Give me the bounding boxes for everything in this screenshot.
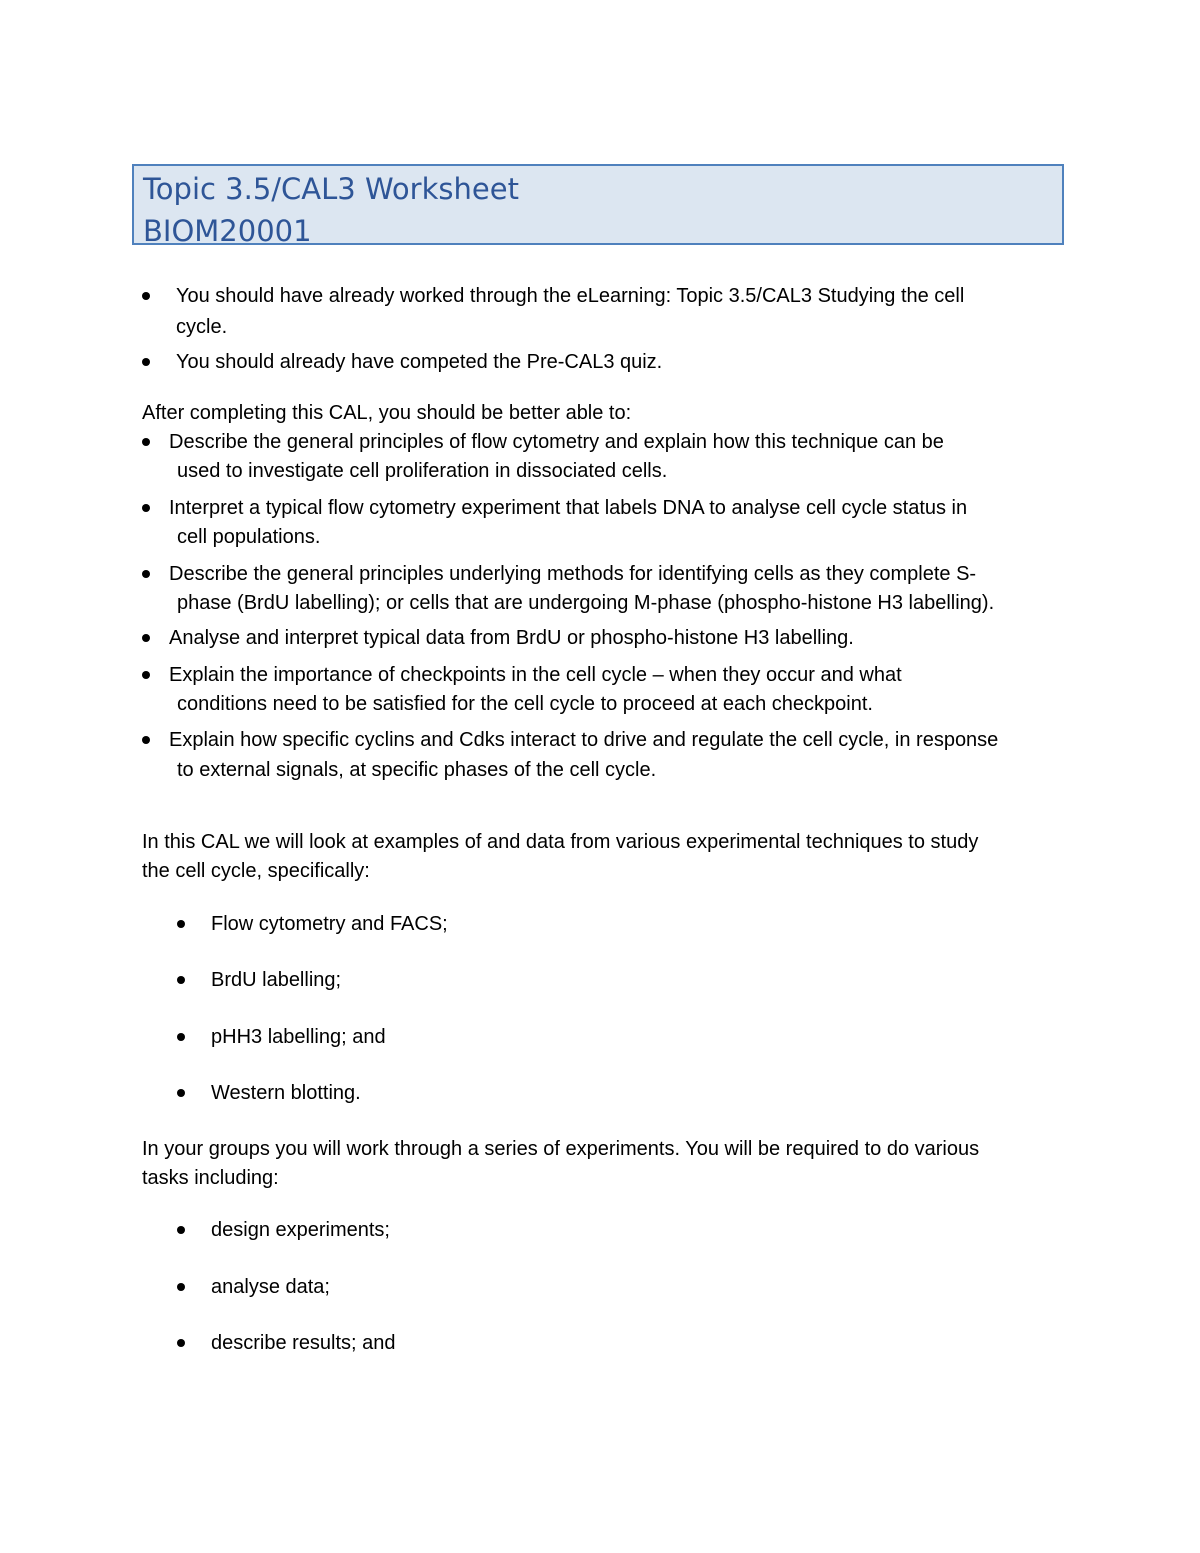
bullet-icon: [177, 1226, 185, 1234]
list-item-text: Describe the general principles underlying methods for identifying cells as they complete S-: [169, 563, 977, 585]
bullet-icon: [177, 976, 185, 984]
tasks-intro-line: tasks including:: [142, 1167, 279, 1189]
bullet-icon: [177, 1283, 185, 1291]
bullet-icon: [177, 920, 185, 928]
techniques-intro-line: In this CAL we will look at examples of and data from various experimental techniques to study: [142, 831, 979, 853]
list-item-text: to external signals, at specific phases of the cell cycle.: [177, 759, 657, 781]
bullet-icon: [142, 438, 150, 446]
list-item-text: phase (BrdU labelling); or cells that are undergoing M-phase (phospho-histone H3 labelling).: [177, 592, 995, 614]
list-item-text: You should already have competed the Pre-CAL3 quiz.: [176, 351, 663, 373]
course-code: BIOM20001: [143, 214, 312, 248]
list-item-text: BrdU labelling;: [211, 969, 342, 991]
worksheet-title: Topic 3.5/CAL3 Worksheet: [143, 172, 519, 206]
list-item-text: pHH3 labelling; and: [211, 1026, 386, 1048]
list-item-text: Interpret a typical flow cytometry experiment that labels DNA to analyse cell cycle status in: [169, 497, 968, 519]
tasks-intro-line: In your groups you will work through a series of experiments. You will be required to do various: [142, 1138, 980, 1160]
bullet-icon: [142, 671, 150, 679]
list-item-text: Explain how specific cyclins and Cdks interact to drive and regulate the cell cycle, in response: [169, 729, 999, 751]
bullet-icon: [177, 1033, 185, 1041]
list-item-text: Western blotting.: [211, 1082, 361, 1104]
bullet-icon: [142, 292, 150, 300]
list-item-text: used to investigate cell proliferation in dissociated cells.: [177, 460, 668, 482]
list-item-text: design experiments;: [211, 1219, 390, 1241]
objectives-intro: After completing this CAL, you should be better able to:: [142, 402, 632, 424]
list-item-text: Flow cytometry and FACS;: [211, 913, 448, 935]
list-item-text: Explain the importance of checkpoints in the cell cycle – when they occur and what: [169, 664, 902, 686]
bullet-icon: [142, 570, 150, 578]
list-item-text: You should have already worked through the eLearning: Topic 3.5/CAL3 Studying the cell: [176, 285, 965, 307]
bullet-icon: [177, 1339, 185, 1347]
bullet-icon: [177, 1089, 185, 1097]
bullet-icon: [142, 634, 150, 642]
bullet-icon: [142, 358, 150, 366]
list-item-text: Describe the general principles of flow cytometry and explain how this technique can be: [169, 431, 944, 453]
bullet-icon: [142, 504, 150, 512]
list-item-text: analyse data;: [211, 1276, 330, 1298]
list-item-text: Analyse and interpret typical data from BrdU or phospho-histone H3 labelling.: [169, 627, 854, 649]
techniques-intro-line: the cell cycle, specifically:: [142, 860, 370, 882]
list-item-text: cycle.: [176, 316, 228, 338]
list-item-text: cell populations.: [177, 526, 321, 548]
list-item-text: describe results; and: [211, 1332, 396, 1354]
bullet-icon: [142, 736, 150, 744]
title-box: [132, 164, 1064, 248]
list-item-text: conditions need to be satisfied for the cell cycle to proceed at each checkpoint.: [177, 693, 873, 715]
